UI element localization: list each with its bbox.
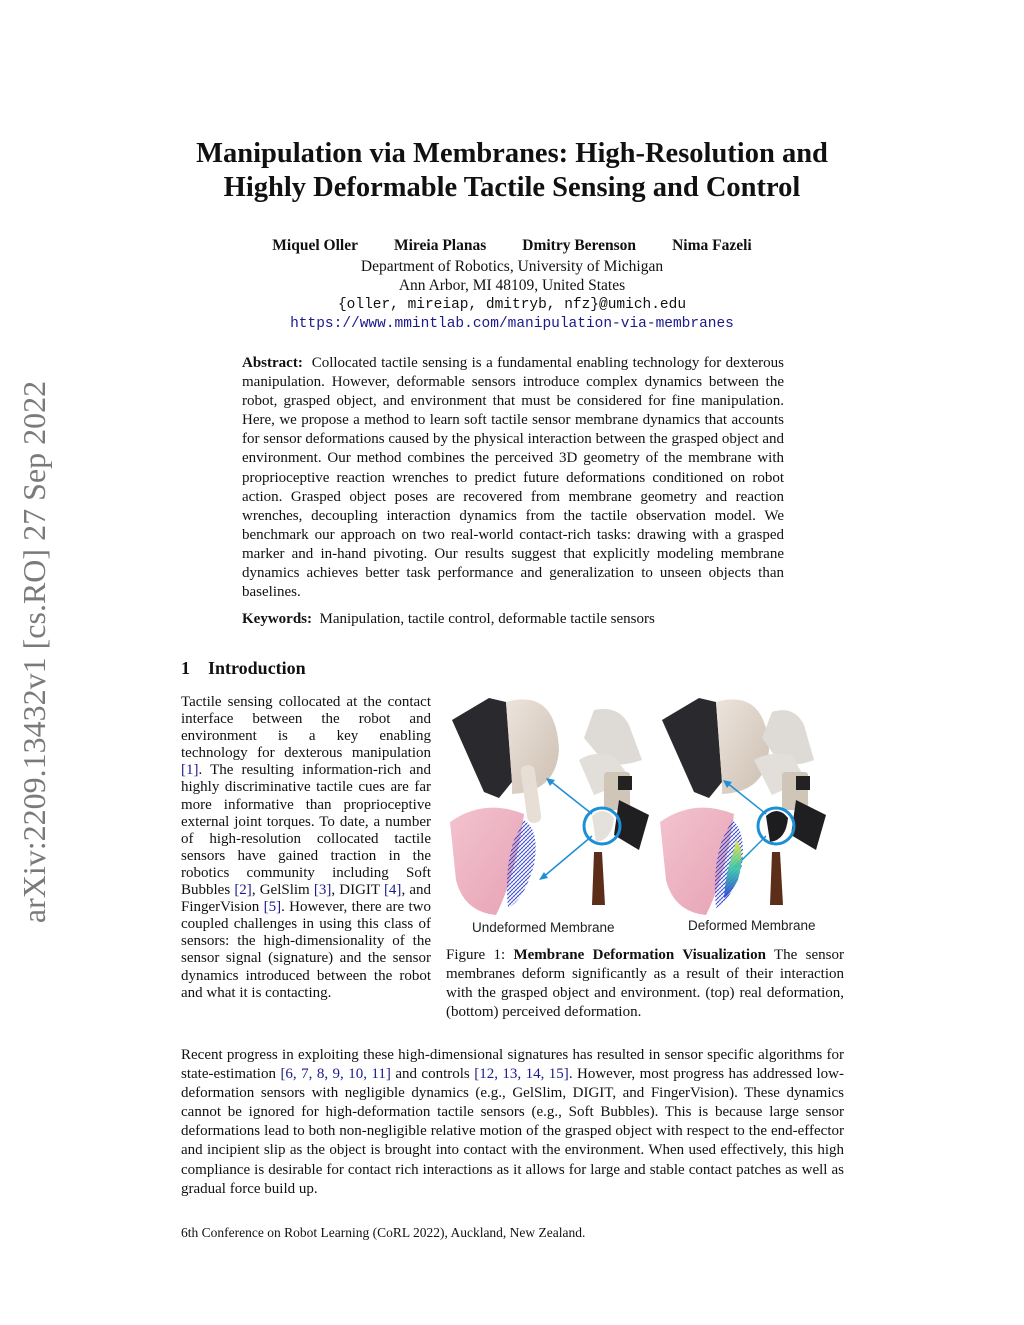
author-name: Nima Fazeli (672, 237, 752, 254)
text-run: , DIGIT (331, 882, 384, 899)
text-run: and controls (390, 1066, 475, 1083)
section-heading (181, 658, 306, 679)
citation-link[interactable]: [1] (181, 762, 199, 779)
text-run: . The resulting information-rich and highly discriminative tactile cues are far more informative than proprioceptive external joint torques. To date, a number of high-resolution collocated tactile sensors have gained traction in the robotics community including Soft Bubbles (181, 762, 431, 899)
sensor-housing-icon (662, 698, 722, 798)
author-emails: {oller, mireiap, dmitryb, nfz}@umich.edu (337, 297, 687, 313)
citation-link[interactable]: [5] (263, 899, 282, 916)
text-run: , GelSlim (251, 882, 314, 899)
membrane-figure-illustration (444, 690, 844, 940)
citation-link[interactable]: [4] (383, 882, 402, 899)
conference-footer: 6th Conference on Robot Learning (CoRL 2022), Auckland, New Zealand. (181, 1225, 586, 1240)
abstract-label: Abstract: (242, 355, 303, 371)
keywords (242, 610, 784, 629)
paper-title (150, 137, 874, 205)
text-run: , and FingerVision (181, 882, 431, 916)
text-run: Recent progress in exploiting these high-dimensional signatures has resulted in sensor specific algorithms for state-estimation (181, 1047, 844, 1083)
sensor-housing-icon (452, 698, 512, 798)
author-name: Miquel Oller (272, 237, 358, 254)
text-run: . However, most progress has addressed low-deformation sensors with negligible dynamics (e.g., GelSlim, DIGIT, and FingerVision). These dynamics cannot be ignored for high-deformation tactile sensors (e.g., Soft Bubbles). This is because large sensor deformations lead to both non-negligible relative motion of the grasped object with respect to the end-effector and incipient slip as the object is brought into contact with the environment. When used effectively, this high compliance is desirable for contact rich interactions as it allows for large and stable contact patches as well as gradual force build up. (181, 1066, 845, 1197)
citation-link[interactable]: [2] (234, 882, 252, 899)
figure-1 (444, 690, 844, 940)
undeformed-panel (450, 698, 649, 935)
intro-paragraph (181, 694, 431, 1002)
abstract-text: Collocated tactile sensing is a fundamental enabling technology for dexterous manipulation. However, deformable sensors introduce complex dynamics between the robot, grasped object, and environment that must be considered for fine manipulation. Here, we propose a method to learn soft tactile sensor membrane dynamics that accounts for sensor deformations caused by the physical interaction between the grasped object and environment. Our method combines the perceived 3D geometry of the membrane with proprioceptive reaction wrenches to predict future deformations conditioned on robot action. Grasped object poses are recovered from membrane geometry and reaction wrenches, decoupling interaction dynamics from the tactile observation model. We benchmark our approach on two real-world contact-rich tasks: drawing with a grasped marker and in-hand pivoting. Our results suggest that explicitly modeling membrane dynamics achieves better task performance and generalization to unseen objects than baselines. (242, 355, 784, 601)
section-title: Introduction (208, 658, 306, 678)
citation-link[interactable]: [6, 7, 8, 9, 10, 11] (280, 1066, 391, 1083)
text-run: . However, there are two coupled challenges in using this class of sensors: the high-dimensionality of the sensor signal (signature) and the sensor dynamics introduced between the robot and what it is contacting. (181, 899, 431, 1001)
keywords-text: Manipulation, tactile control, deformable tactile sensors (319, 611, 655, 627)
caption-text: The sensor membranes deform significantly as a result of their interaction with the grasped object and environment. (top) real deformation, (bottom) perceived deformation. (446, 947, 844, 1020)
arxiv-sidebar-stamp: arXiv:2209.13432v1 [cs.RO] 27 Sep 2022 (16, 380, 52, 924)
caption-bold: Membrane Deformation Visualization (513, 947, 766, 963)
label-undeformed: Undeformed Membrane (472, 920, 615, 935)
keywords-label: Keywords: (242, 611, 312, 627)
affiliation-address: Ann Arbor, MI 48109, United States (398, 277, 626, 294)
citation-link[interactable]: [12, 13, 14, 15] (474, 1066, 569, 1083)
title-line-2: Highly Deformable Tactile Sensing and Control (223, 172, 801, 203)
figure-caption (446, 946, 844, 1022)
label-deformed: Deformed Membrane (688, 918, 816, 933)
project-url-link[interactable]: https://www.mmintlab.com/manipulation-via-membranes (290, 316, 734, 332)
body-paragraph (181, 1046, 844, 1199)
title-line-1: Manipulation via Membranes: High-Resolution and (196, 138, 828, 169)
deformed-panel (660, 698, 826, 933)
author-name: Dmitry Berenson (522, 237, 637, 254)
section-number: 1 (181, 658, 190, 678)
author-list (150, 237, 874, 255)
membrane-shell-icon (716, 699, 769, 794)
caption-prefix: Figure 1: (446, 947, 506, 963)
abstract (242, 354, 784, 602)
citation-link[interactable]: [3] (313, 882, 332, 899)
author-name: Mireia Planas (393, 237, 487, 254)
affiliation-dept: Department of Robotics, University of Michigan (360, 258, 664, 275)
text-run: Tactile sensing collocated at the contact interface between the robot and environment is a key enabling technology for dexterous manipulation (181, 694, 431, 762)
